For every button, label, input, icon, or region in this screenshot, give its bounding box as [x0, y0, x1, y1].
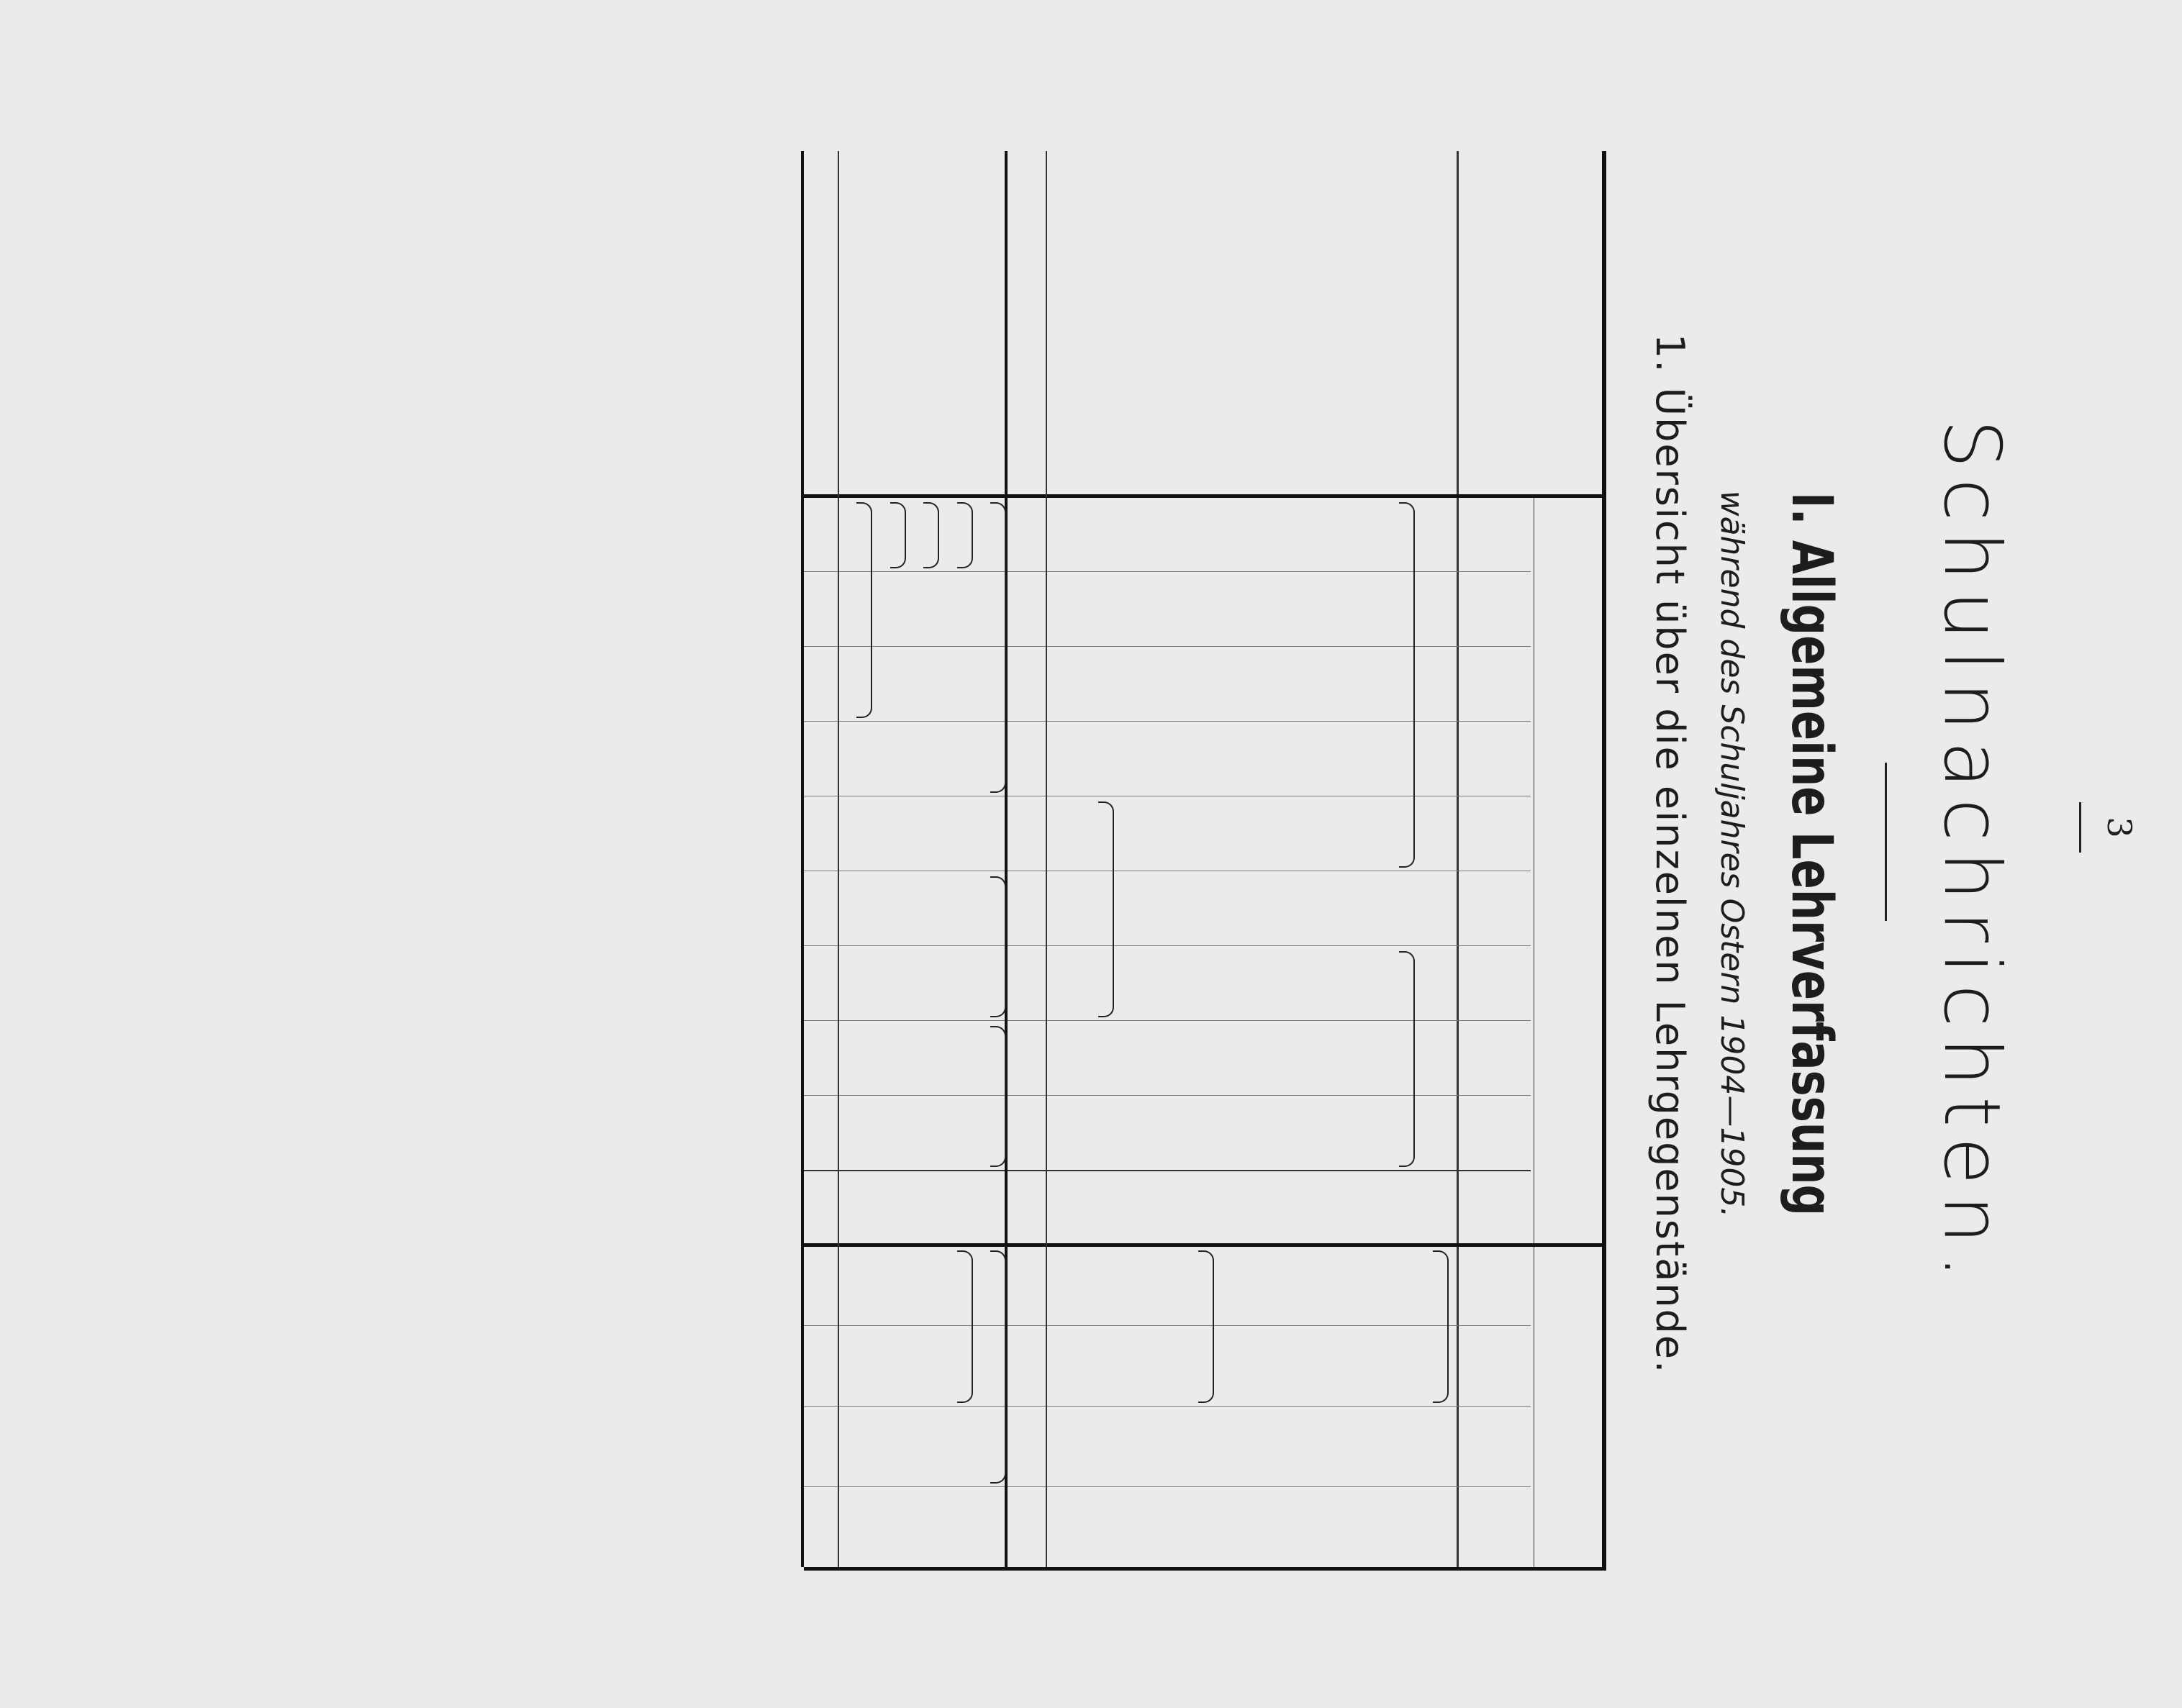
gym-col-rule	[805, 945, 1531, 946]
gym-col-rule	[805, 1020, 1531, 1021]
table-bottom-rule	[802, 151, 805, 1567]
total-rule-1	[1046, 151, 1047, 1567]
combined-classes-brace	[991, 876, 1007, 1017]
total-rule-3	[838, 151, 839, 1567]
combined-classes-brace	[1433, 1250, 1449, 1403]
vor-col-rule	[805, 1325, 1531, 1326]
vor-col-rule	[805, 1406, 1531, 1407]
gym-col-rule	[805, 1095, 1531, 1096]
table-right-rule	[805, 1567, 1607, 1571]
header-bottom-rule	[1457, 151, 1459, 1567]
section-heading: I. Allgemeine Lehrverfassung	[1779, 491, 1844, 1217]
page-title: Schulnachrichten.	[1927, 419, 2016, 1289]
vor-col-rule	[805, 1486, 1531, 1487]
table-top-rule	[1602, 151, 1606, 1567]
combined-classes-brace	[890, 502, 906, 568]
gym-col-rule	[805, 571, 1531, 572]
gym-col-rule	[805, 721, 1531, 722]
page-number-rule	[2079, 802, 2081, 853]
combined-classes-brace	[957, 502, 973, 568]
title-rule	[1885, 763, 1887, 921]
combined-classes-brace	[957, 1250, 973, 1403]
gym-col-rule	[805, 646, 1531, 647]
combined-classes-brace	[991, 1026, 1007, 1167]
combined-classes-brace	[1400, 502, 1416, 868]
combined-classes-brace	[1400, 951, 1416, 1167]
subheading: 1. Übersicht über die einzelnen Lehrgegenstände.	[1647, 333, 1693, 1375]
gym-zus-rule	[805, 1170, 1531, 1171]
combined-classes-brace	[991, 1250, 1007, 1484]
combined-classes-brace	[1199, 1250, 1215, 1403]
combined-classes-brace	[857, 502, 873, 718]
group-divider-rule	[805, 1243, 1607, 1247]
subject-col-rule	[805, 494, 1607, 498]
page-number: 3	[2100, 817, 2139, 838]
combined-classes-brace	[991, 502, 1007, 793]
combined-classes-brace	[924, 502, 940, 568]
combined-classes-brace	[1098, 801, 1114, 1017]
period-line: während des Schuljahres Ostern 1904—1905.	[1714, 490, 1750, 1218]
